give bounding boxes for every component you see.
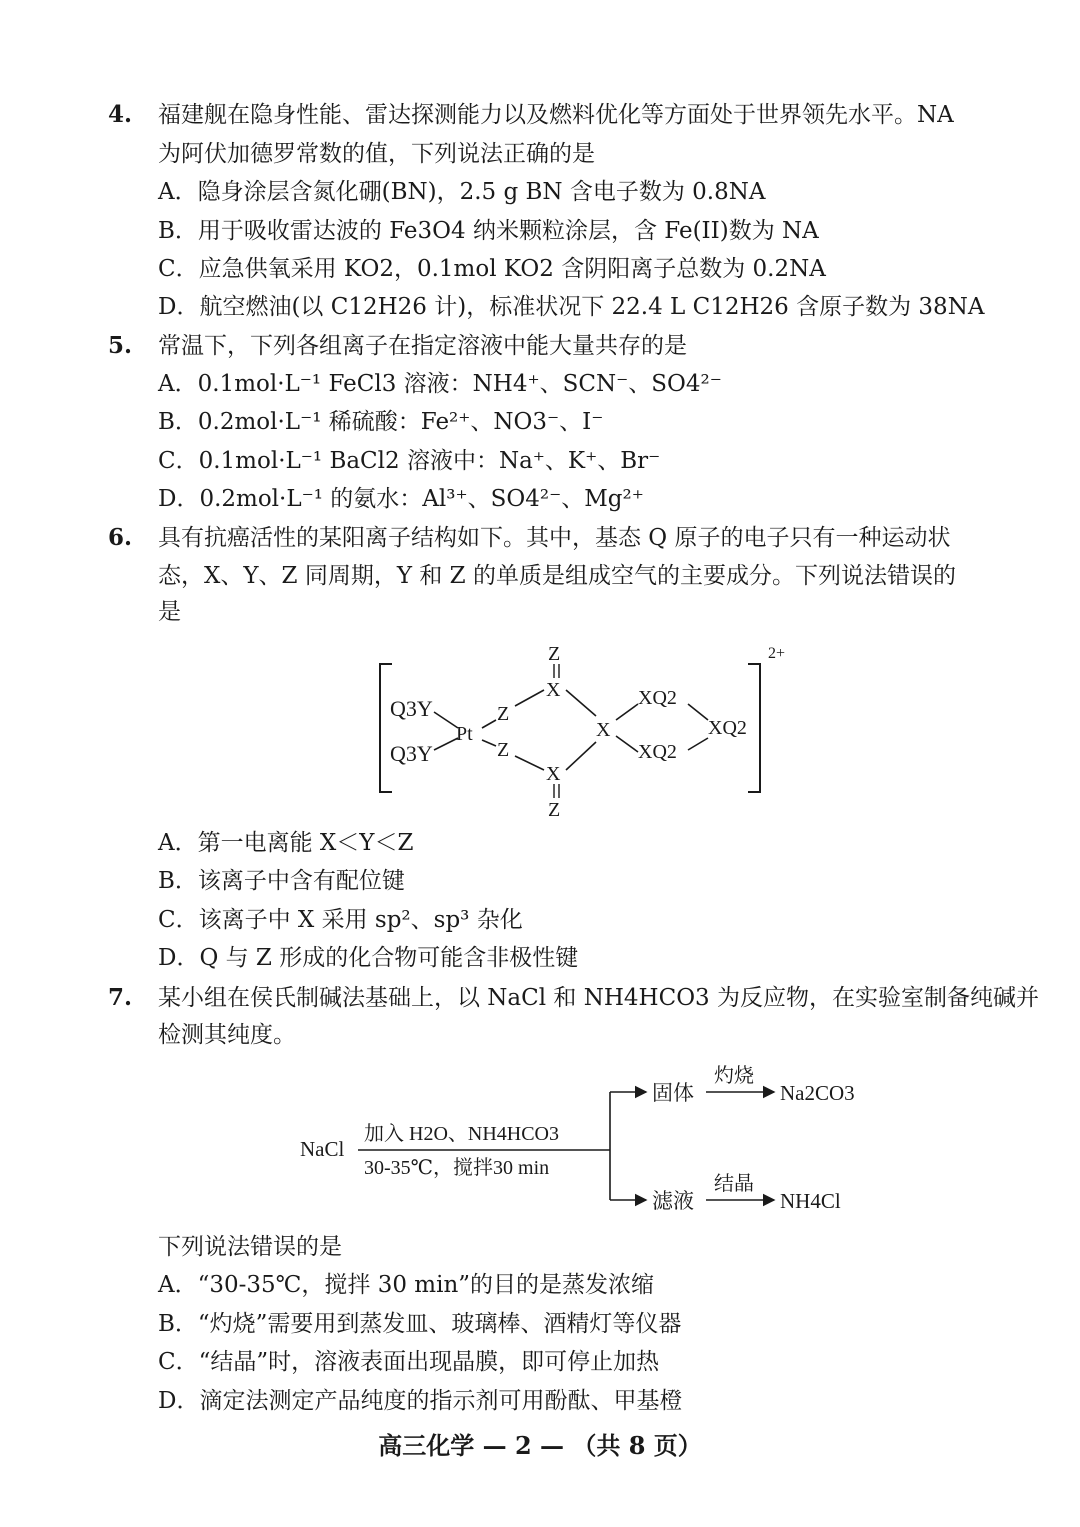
xq2-right: XQ2: [708, 717, 747, 739]
charge-label: 2+: [768, 645, 786, 662]
question-6-number: 6.: [108, 524, 133, 551]
question-6-option-d: D．Q 与 Z 形成的化合物可能含非极性键: [158, 945, 579, 971]
question-4-number: 4.: [108, 101, 133, 128]
question-6-stem-line-1: 具有抗癌活性的某阳离子结构如下。其中，基态 Q 原子的电子只有一种运动状: [158, 525, 951, 551]
x-atom-center: X: [596, 719, 611, 741]
question-5-option-d: D．0.2mol·L⁻¹ 的氨水：Al³⁺、SO4²⁻、Mg²⁺: [158, 486, 644, 512]
question-4-option-b: B．用于吸收雷达波的 Fe3O4 纳米颗粒涂层，含 Fe(II)数为 NA: [158, 218, 819, 244]
question-6-option-c: C．该离子中 X 采用 sp²、sp³ 杂化: [158, 907, 523, 933]
right-bracket: [748, 664, 760, 792]
flow-calcine-label: 灼烧: [714, 1065, 754, 1087]
question-7-stem-line-1: 某小组在侯氏制碱法基础上，以 NaCl 和 NH4HCO3 为反应物，在实验室制备纯碱并: [158, 985, 1039, 1011]
left-bracket: [380, 664, 392, 792]
flow-solid: 固体: [652, 1081, 694, 1105]
ligand-q3y-top: Q3Y: [390, 696, 433, 721]
question-4-option-d: D．航空燃油(以 C12H26 计)，标准状况下 22.4 L C12H26 含原子数为 38NA: [158, 294, 985, 320]
z-atom-bottom: Z: [548, 799, 561, 821]
cation-structure-diagram: [370, 636, 810, 822]
z-atom-upper: Z: [497, 703, 510, 725]
question-5-number: 5.: [108, 332, 133, 359]
question-5-stem: 常温下，下列各组离子在指定溶液中能大量共存的是: [158, 333, 687, 359]
flow-start-nacl: NaCl: [300, 1137, 345, 1161]
question-5-option-c: C．0.1mol·L⁻¹ BaCl2 溶液中：Na⁺、K⁺、Br⁻: [158, 448, 661, 474]
question-6-option-a: A．第一电离能 X＜Y＜Z: [158, 830, 414, 856]
question-7-option-d: D．滴定法测定产品纯度的指示剂可用酚酞、甲基橙: [158, 1388, 683, 1414]
question-4-stem-line-2: 为阿伏加德罗常数的值，下列说法正确的是: [158, 141, 595, 167]
xq2-upper: XQ2: [638, 687, 677, 709]
question-4-option-c: C．应急供氧采用 KO2，0.1mol KO2 含阴阳离子总数为 0.2NA: [158, 256, 826, 282]
question-5-option-b: B．0.2mol·L⁻¹ 稀硫酸：Fe²⁺、NO3⁻、I⁻: [158, 409, 604, 435]
question-7-stem-line-2: 检测其纯度。: [158, 1022, 296, 1048]
question-6-option-b: B．该离子中含有配位键: [158, 868, 405, 894]
question-7-option-c: C．“结晶”时，溶液表面出现晶膜，即可停止加热: [158, 1349, 660, 1375]
xq2-lower: XQ2: [638, 741, 677, 763]
z-atom-lower: Z: [497, 739, 510, 761]
flow-crystallize-label: 结晶: [714, 1173, 754, 1195]
ligand-q3y-bottom: Q3Y: [390, 741, 433, 766]
flow-product-na2co3: Na2CO3: [780, 1081, 855, 1105]
question-7-option-a: A．“30-35℃，搅拌 30 min”的目的是蒸发浓缩: [158, 1272, 655, 1298]
question-7-option-b: B．“灼烧”需要用到蒸发皿、玻璃棒、酒精灯等仪器: [158, 1311, 682, 1337]
flow-condition-bottom: 30-35℃，搅拌30 min: [364, 1157, 550, 1179]
question-6-stem-line-3: 是: [158, 599, 181, 625]
question-6-stem-line-2: 态，X、Y、Z 同周期，Y 和 Z 的单质是组成空气的主要成分。下列说法错误的: [158, 563, 956, 589]
flow-condition-top: 加入 H2O、NH4HCO3: [364, 1123, 559, 1145]
process-flow-diagram: [290, 1058, 870, 1224]
z-atom-top: Z: [548, 643, 561, 665]
question-7-ask: 下列说法错误的是: [158, 1234, 342, 1260]
page-footer: 高三化学 — 2 — （共 8 页）: [378, 1431, 702, 1460]
flow-product-nh4cl: NH4Cl: [780, 1189, 841, 1213]
question-4-option-a: A．隐身涂层含氮化硼(BN)，2.5 g BN 含电子数为 0.8NA: [158, 179, 766, 205]
pt-atom: Pt: [456, 723, 473, 745]
question-4-stem-line-1: 福建舰在隐身性能、雷达探测能力以及燃料优化等方面处于世界领先水平。NA: [158, 102, 954, 128]
question-7-number: 7.: [108, 984, 133, 1011]
question-5-option-a: A．0.1mol·L⁻¹ FeCl3 溶液：NH4⁺、SCN⁻、SO4²⁻: [158, 371, 722, 397]
x-atom-lower: X: [546, 763, 561, 785]
x-atom-upper: X: [546, 679, 561, 701]
flow-filtrate: 滤液: [652, 1189, 694, 1213]
